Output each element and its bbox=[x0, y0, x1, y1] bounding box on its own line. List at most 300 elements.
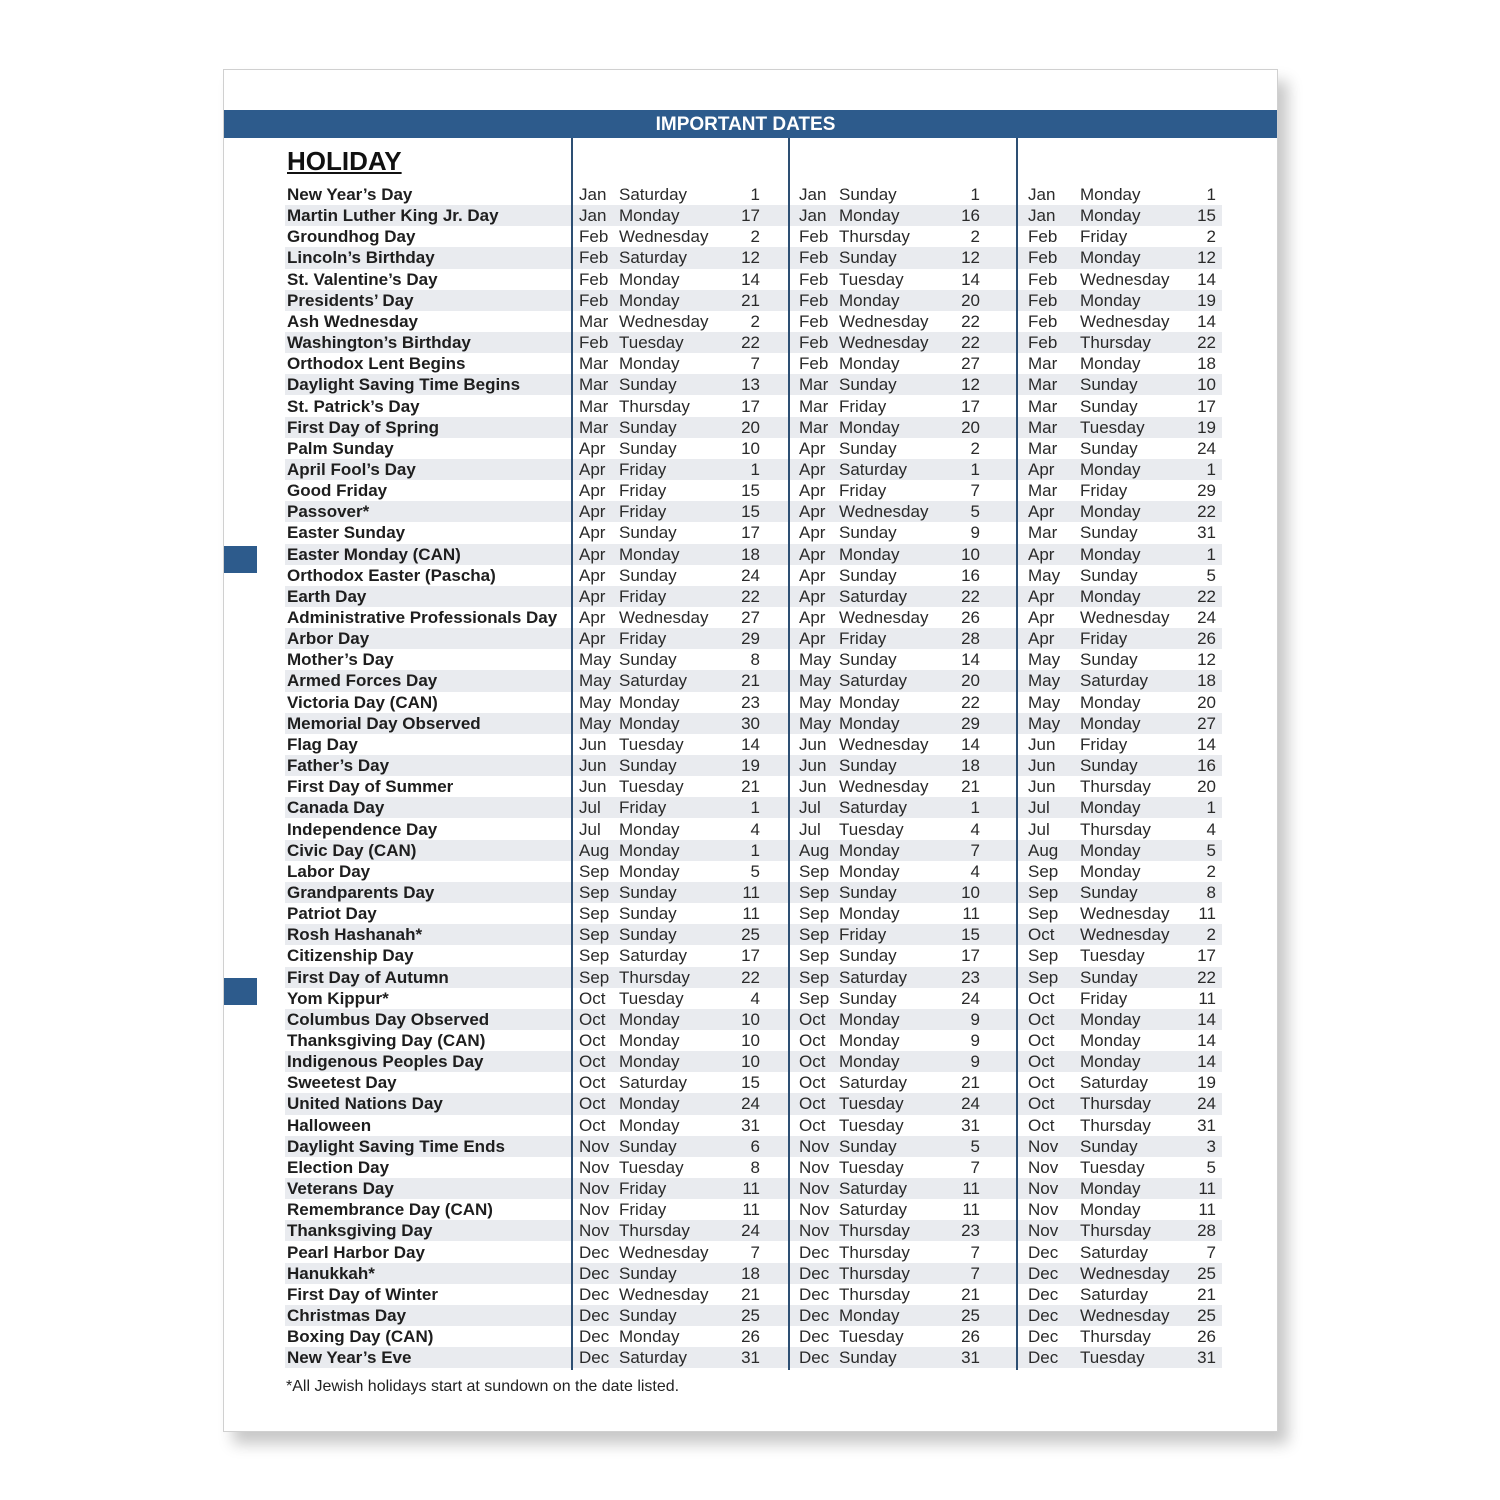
column-divider bbox=[788, 138, 790, 1370]
date-weekday: Monday bbox=[1080, 840, 1141, 860]
date-month: Apr bbox=[799, 459, 826, 479]
holiday-name: Christmas Day bbox=[287, 1305, 407, 1325]
date-weekday: Monday bbox=[619, 1094, 680, 1114]
table-row bbox=[224, 1009, 1277, 1030]
table-row bbox=[224, 1263, 1277, 1284]
date-weekday: Wednesday bbox=[839, 311, 929, 331]
date-day: 1 bbox=[970, 798, 980, 818]
date-day: 26 bbox=[961, 608, 980, 627]
date-weekday: Thursday bbox=[1080, 333, 1151, 353]
date-weekday: Sunday bbox=[619, 1136, 677, 1156]
date-weekday: Friday bbox=[619, 586, 667, 606]
date-day: 18 bbox=[741, 544, 760, 564]
date-day: 15 bbox=[741, 1073, 760, 1093]
date-month: Apr bbox=[799, 502, 826, 522]
date-month: Apr bbox=[579, 481, 606, 501]
date-weekday: Sunday bbox=[1080, 882, 1138, 902]
date-weekday: Monday bbox=[619, 544, 680, 564]
date-day: 1 bbox=[1206, 544, 1216, 564]
date-day: 21 bbox=[741, 1284, 760, 1304]
date-month: Feb bbox=[799, 227, 829, 247]
date-day: 11 bbox=[742, 904, 760, 924]
date-day: 1 bbox=[970, 185, 980, 204]
date-day: 20 bbox=[961, 671, 980, 691]
date-weekday: Monday bbox=[839, 1009, 900, 1029]
date-day: 20 bbox=[961, 417, 980, 437]
date-weekday: Monday bbox=[1080, 861, 1141, 881]
date-day: 8 bbox=[1206, 882, 1216, 902]
date-month: Mar bbox=[799, 396, 829, 416]
table-row bbox=[224, 1199, 1277, 1220]
date-month: Nov bbox=[1028, 1200, 1059, 1220]
date-day: 16 bbox=[1197, 756, 1216, 776]
date-day: 5 bbox=[970, 1136, 980, 1156]
holiday-name: Armed Forces Day bbox=[287, 671, 438, 691]
date-weekday: Thursday bbox=[839, 1263, 910, 1283]
date-month: Apr bbox=[579, 544, 606, 564]
table-row bbox=[224, 861, 1277, 882]
date-month: Feb bbox=[579, 333, 609, 353]
holiday-name: Administrative Professionals Day bbox=[287, 608, 558, 627]
date-day: 31 bbox=[1197, 1115, 1216, 1135]
date-day: 2 bbox=[970, 227, 980, 247]
date-month: Feb bbox=[579, 248, 609, 268]
date-weekday: Friday bbox=[619, 459, 667, 479]
date-month: Apr bbox=[579, 438, 606, 458]
date-day: 21 bbox=[961, 1073, 980, 1093]
date-weekday: Sunday bbox=[619, 904, 677, 924]
date-day: 8 bbox=[750, 1157, 760, 1177]
date-month: Apr bbox=[579, 629, 606, 649]
date-day: 25 bbox=[741, 925, 760, 945]
date-month: Dec bbox=[579, 1305, 610, 1325]
date-day: 2 bbox=[1206, 861, 1216, 881]
date-weekday: Sunday bbox=[619, 756, 677, 776]
date-weekday: Monday bbox=[839, 713, 900, 733]
date-day: 9 bbox=[970, 1052, 980, 1072]
date-month: Nov bbox=[579, 1200, 610, 1220]
date-weekday: Sunday bbox=[619, 925, 677, 945]
date-weekday: Monday bbox=[839, 290, 900, 310]
holiday-name: St. Patrick’s Day bbox=[287, 396, 420, 416]
date-day: 2 bbox=[1206, 925, 1216, 945]
date-month: Sep bbox=[1028, 967, 1059, 987]
date-weekday: Monday bbox=[1080, 798, 1141, 818]
date-month: Oct bbox=[579, 1115, 606, 1135]
date-month: Apr bbox=[799, 438, 826, 458]
holiday-name: Boxing Day (CAN) bbox=[287, 1327, 434, 1347]
date-day: 26 bbox=[961, 1327, 980, 1347]
table-row bbox=[224, 1093, 1277, 1114]
table-row bbox=[224, 311, 1277, 332]
date-weekday: Tuesday bbox=[1080, 1348, 1145, 1368]
table-row bbox=[224, 945, 1277, 966]
date-month: Mar bbox=[579, 354, 609, 374]
table-row bbox=[224, 628, 1277, 649]
date-day: 31 bbox=[961, 1348, 980, 1368]
date-day: 19 bbox=[741, 756, 760, 776]
date-weekday: Sunday bbox=[1080, 1136, 1138, 1156]
date-weekday: Sunday bbox=[839, 756, 897, 776]
date-weekday: Tuesday bbox=[839, 1094, 904, 1114]
date-weekday: Monday bbox=[1080, 1031, 1141, 1050]
holiday-name: Sweetest Day bbox=[287, 1073, 397, 1093]
date-weekday: Monday bbox=[619, 840, 680, 860]
page-title: IMPORTANT DATES bbox=[655, 114, 836, 135]
date-weekday: Tuesday bbox=[619, 1157, 684, 1177]
table-row bbox=[224, 1220, 1277, 1241]
date-weekday: Sunday bbox=[619, 375, 677, 395]
date-weekday: Wednesday bbox=[839, 777, 929, 797]
date-month: Oct bbox=[579, 1052, 606, 1072]
date-month: Oct bbox=[1028, 1009, 1055, 1029]
date-month: Dec bbox=[579, 1242, 610, 1262]
date-weekday: Thursday bbox=[1080, 1221, 1151, 1241]
table-row bbox=[224, 967, 1277, 988]
table-row bbox=[224, 755, 1277, 776]
date-month: Sep bbox=[799, 882, 830, 902]
date-weekday: Saturday bbox=[839, 1073, 908, 1093]
date-month: Jun bbox=[1028, 777, 1056, 797]
date-weekday: Sunday bbox=[839, 565, 897, 585]
holiday-name: New Year’s Eve bbox=[287, 1348, 412, 1368]
date-day: 14 bbox=[961, 734, 980, 754]
date-weekday: Monday bbox=[1080, 692, 1141, 712]
date-month: Sep bbox=[799, 988, 830, 1008]
date-day: 3 bbox=[1206, 1136, 1216, 1156]
date-day: 23 bbox=[741, 692, 760, 712]
footnote: *All Jewish holidays start at sundown on the date listed. bbox=[286, 1378, 680, 1395]
date-day: 30 bbox=[741, 713, 760, 733]
date-month: Sep bbox=[579, 946, 610, 966]
date-weekday: Monday bbox=[1080, 502, 1141, 522]
date-day: 14 bbox=[741, 734, 760, 754]
date-weekday: Monday bbox=[1080, 586, 1141, 606]
holiday-name: Martin Luther King Jr. Day bbox=[287, 206, 499, 226]
date-month: May bbox=[579, 650, 612, 670]
date-month: May bbox=[1028, 565, 1061, 585]
table-row bbox=[224, 184, 1277, 205]
date-weekday: Sunday bbox=[839, 1136, 897, 1156]
date-month: Feb bbox=[579, 227, 609, 247]
holiday-name: Hanukkah* bbox=[287, 1263, 375, 1283]
table-row bbox=[224, 290, 1277, 311]
table-row bbox=[224, 1115, 1277, 1136]
date-month: Apr bbox=[1028, 629, 1055, 649]
date-month: Feb bbox=[579, 290, 609, 310]
holiday-name: Victoria Day (CAN) bbox=[287, 692, 438, 712]
date-day: 13 bbox=[741, 375, 760, 395]
date-day: 1 bbox=[750, 185, 760, 204]
date-month: May bbox=[579, 692, 612, 712]
date-month: Feb bbox=[1028, 290, 1058, 310]
table-row bbox=[224, 692, 1277, 713]
date-day: 28 bbox=[1197, 1221, 1216, 1241]
date-day: 20 bbox=[1197, 777, 1216, 797]
holiday-name: Thanksgiving Day bbox=[287, 1221, 433, 1241]
date-month: Sep bbox=[799, 967, 830, 987]
date-month: Apr bbox=[579, 502, 606, 522]
date-day: 14 bbox=[1197, 1052, 1216, 1072]
table-row bbox=[224, 332, 1277, 353]
date-day: 24 bbox=[1197, 438, 1216, 458]
date-month: Oct bbox=[1028, 988, 1055, 1008]
date-weekday: Wednesday bbox=[839, 333, 929, 353]
date-weekday: Wednesday bbox=[1080, 904, 1170, 924]
date-weekday: Sunday bbox=[619, 417, 677, 437]
date-month: Jun bbox=[799, 734, 827, 754]
date-weekday: Wednesday bbox=[1080, 925, 1170, 945]
date-weekday: Friday bbox=[619, 798, 667, 818]
date-day: 7 bbox=[970, 1157, 980, 1177]
holiday-name: Yom Kippur* bbox=[287, 988, 389, 1008]
date-month: Nov bbox=[1028, 1157, 1059, 1177]
date-month: Mar bbox=[1028, 417, 1058, 437]
date-month: Jan bbox=[799, 185, 827, 204]
date-month: Apr bbox=[799, 565, 826, 585]
date-month: Oct bbox=[579, 988, 606, 1008]
date-day: 14 bbox=[1197, 269, 1216, 289]
date-month: Oct bbox=[799, 1052, 826, 1072]
date-month: Sep bbox=[1028, 861, 1059, 881]
date-day: 24 bbox=[961, 988, 980, 1008]
date-day: 5 bbox=[1206, 565, 1216, 585]
date-weekday: Tuesday bbox=[839, 1157, 904, 1177]
date-weekday: Friday bbox=[619, 1179, 667, 1199]
date-weekday: Monday bbox=[1080, 206, 1141, 226]
holiday-name: Presidents’ Day bbox=[287, 290, 414, 310]
date-day: 4 bbox=[970, 861, 980, 881]
date-day: 19 bbox=[1197, 417, 1216, 437]
date-day: 10 bbox=[961, 882, 980, 902]
date-weekday: Monday bbox=[619, 1009, 680, 1029]
date-month: Jul bbox=[1028, 819, 1050, 839]
date-month: Mar bbox=[1028, 396, 1058, 416]
table-row bbox=[224, 1157, 1277, 1178]
date-day: 12 bbox=[961, 248, 980, 268]
date-weekday: Sunday bbox=[839, 650, 897, 670]
date-month: May bbox=[1028, 650, 1061, 670]
date-month: Dec bbox=[1028, 1284, 1059, 1304]
date-day: 27 bbox=[741, 608, 760, 627]
date-day: 24 bbox=[741, 1221, 760, 1241]
date-month: Oct bbox=[1028, 925, 1055, 945]
date-weekday: Sunday bbox=[619, 438, 677, 458]
table-row bbox=[224, 776, 1277, 797]
date-month: Jul bbox=[799, 819, 821, 839]
date-weekday: Friday bbox=[1080, 734, 1128, 754]
date-month: Mar bbox=[1028, 354, 1058, 374]
date-month: Oct bbox=[1028, 1115, 1055, 1135]
date-weekday: Sunday bbox=[619, 882, 677, 902]
date-weekday: Monday bbox=[619, 1052, 680, 1072]
date-month: Feb bbox=[579, 269, 609, 289]
date-day: 20 bbox=[1197, 692, 1216, 712]
holiday-name: Civic Day (CAN) bbox=[287, 840, 417, 860]
date-weekday: Sunday bbox=[1080, 565, 1138, 585]
table-row bbox=[224, 1347, 1277, 1368]
date-day: 22 bbox=[961, 311, 980, 331]
date-month: Dec bbox=[1028, 1327, 1059, 1347]
holiday-name: Veterans Day bbox=[287, 1179, 394, 1199]
date-day: 25 bbox=[741, 1305, 760, 1325]
date-day: 7 bbox=[970, 1242, 980, 1262]
date-month: Sep bbox=[1028, 882, 1059, 902]
date-weekday: Saturday bbox=[619, 185, 688, 204]
date-month: Dec bbox=[1028, 1348, 1059, 1368]
date-month: Dec bbox=[1028, 1242, 1059, 1262]
table-row bbox=[224, 903, 1277, 924]
date-day: 24 bbox=[1197, 608, 1216, 627]
date-day: 9 bbox=[970, 523, 980, 543]
date-weekday: Wednesday bbox=[839, 734, 929, 754]
date-day: 31 bbox=[1197, 1348, 1216, 1368]
date-month: May bbox=[1028, 671, 1061, 691]
date-month: Dec bbox=[579, 1348, 610, 1368]
date-month: Jan bbox=[1028, 206, 1056, 226]
date-weekday: Wednesday bbox=[839, 608, 929, 627]
date-month: May bbox=[579, 713, 612, 733]
date-month: Oct bbox=[799, 1031, 826, 1050]
date-weekday: Tuesday bbox=[619, 333, 684, 353]
date-day: 14 bbox=[1197, 311, 1216, 331]
date-day: 31 bbox=[961, 1115, 980, 1135]
date-weekday: Sunday bbox=[1080, 523, 1138, 543]
holiday-name: Flag Day bbox=[287, 734, 358, 754]
date-weekday: Monday bbox=[839, 1031, 900, 1050]
date-month: Aug bbox=[1028, 840, 1059, 860]
table-row bbox=[224, 459, 1277, 480]
date-weekday: Friday bbox=[619, 629, 667, 649]
table-row bbox=[224, 226, 1277, 247]
date-day: 4 bbox=[970, 819, 980, 839]
table-row bbox=[224, 565, 1277, 586]
table-row bbox=[224, 396, 1277, 417]
date-weekday: Saturday bbox=[839, 1200, 908, 1220]
date-day: 22 bbox=[961, 333, 980, 353]
date-day: 11 bbox=[742, 1200, 760, 1220]
date-day: 11 bbox=[1198, 1179, 1216, 1199]
date-month: Nov bbox=[799, 1200, 830, 1220]
date-month: Jul bbox=[579, 819, 601, 839]
date-month: May bbox=[579, 671, 612, 691]
date-weekday: Thursday bbox=[1080, 1115, 1151, 1135]
date-month: May bbox=[799, 650, 832, 670]
date-weekday: Saturday bbox=[619, 1073, 688, 1093]
date-day: 10 bbox=[1197, 375, 1216, 395]
header-bar bbox=[224, 110, 1277, 138]
date-day: 12 bbox=[961, 375, 980, 395]
date-month: Nov bbox=[579, 1136, 610, 1156]
date-month: Oct bbox=[1028, 1052, 1055, 1072]
date-day: 11 bbox=[962, 1200, 980, 1220]
date-weekday: Thursday bbox=[839, 1284, 910, 1304]
date-month: Dec bbox=[799, 1284, 830, 1304]
date-weekday: Sunday bbox=[839, 882, 897, 902]
date-month: Apr bbox=[579, 586, 606, 606]
date-day: 9 bbox=[970, 1031, 980, 1050]
date-weekday: Tuesday bbox=[839, 269, 904, 289]
date-weekday: Monday bbox=[619, 1327, 680, 1347]
date-weekday: Sunday bbox=[839, 248, 897, 268]
date-month: Apr bbox=[1028, 586, 1055, 606]
date-month: Sep bbox=[799, 946, 830, 966]
date-weekday: Friday bbox=[839, 396, 887, 416]
date-weekday: Monday bbox=[1080, 354, 1141, 374]
date-day: 18 bbox=[1197, 671, 1216, 691]
date-month: Mar bbox=[1028, 481, 1058, 501]
date-weekday: Monday bbox=[619, 354, 680, 374]
date-day: 4 bbox=[1206, 819, 1216, 839]
date-weekday: Tuesday bbox=[839, 1327, 904, 1347]
date-day: 11 bbox=[1198, 1200, 1216, 1220]
date-month: Feb bbox=[799, 290, 829, 310]
date-day: 14 bbox=[1197, 734, 1216, 754]
date-month: Mar bbox=[799, 375, 829, 395]
date-weekday: Sunday bbox=[1080, 650, 1138, 670]
date-month: Apr bbox=[799, 608, 826, 627]
date-weekday: Sunday bbox=[839, 946, 897, 966]
holiday-name: Lincoln’s Birthday bbox=[287, 248, 435, 268]
date-weekday: Sunday bbox=[619, 1305, 677, 1325]
table-row bbox=[224, 1030, 1277, 1051]
holiday-name: Washington’s Birthday bbox=[287, 333, 471, 353]
table-row bbox=[224, 501, 1277, 522]
date-day: 12 bbox=[1197, 650, 1216, 670]
date-weekday: Sunday bbox=[839, 523, 897, 543]
date-weekday: Friday bbox=[1080, 629, 1128, 649]
date-day: 1 bbox=[750, 459, 760, 479]
date-weekday: Monday bbox=[839, 206, 900, 226]
table-row bbox=[224, 1242, 1277, 1263]
date-weekday: Sunday bbox=[1080, 375, 1138, 395]
date-day: 21 bbox=[961, 1284, 980, 1304]
date-weekday: Sunday bbox=[619, 1263, 677, 1283]
date-weekday: Sunday bbox=[619, 565, 677, 585]
date-day: 12 bbox=[741, 248, 760, 268]
date-month: Apr bbox=[799, 481, 826, 501]
date-day: 21 bbox=[741, 777, 760, 797]
date-weekday: Monday bbox=[1080, 544, 1141, 564]
table-row bbox=[224, 713, 1277, 734]
date-day: 14 bbox=[1197, 1009, 1216, 1029]
date-weekday: Wednesday bbox=[1080, 1263, 1170, 1283]
date-day: 5 bbox=[1206, 1157, 1216, 1177]
date-weekday: Monday bbox=[839, 840, 900, 860]
holiday-name: Ash Wednesday bbox=[287, 311, 419, 331]
date-day: 22 bbox=[961, 586, 980, 606]
date-month: Mar bbox=[1028, 523, 1058, 543]
date-month: Oct bbox=[579, 1073, 606, 1093]
date-month: Oct bbox=[1028, 1094, 1055, 1114]
holiday-name: First Day of Summer bbox=[287, 777, 454, 797]
date-weekday: Wednesday bbox=[619, 608, 709, 627]
date-month: Apr bbox=[1028, 608, 1055, 627]
date-weekday: Monday bbox=[839, 544, 900, 564]
table-row bbox=[224, 649, 1277, 670]
date-day: 11 bbox=[1198, 988, 1216, 1008]
date-month: Jun bbox=[579, 777, 607, 797]
holiday-name: Orthodox Lent Begins bbox=[287, 354, 466, 374]
date-weekday: Monday bbox=[619, 692, 680, 712]
table-row bbox=[224, 1305, 1277, 1326]
date-weekday: Saturday bbox=[839, 1179, 908, 1199]
date-day: 18 bbox=[741, 1263, 760, 1283]
date-day: 21 bbox=[741, 671, 760, 691]
date-month: Dec bbox=[579, 1327, 610, 1347]
date-weekday: Thursday bbox=[1080, 1327, 1151, 1347]
date-day: 23 bbox=[961, 1221, 980, 1241]
